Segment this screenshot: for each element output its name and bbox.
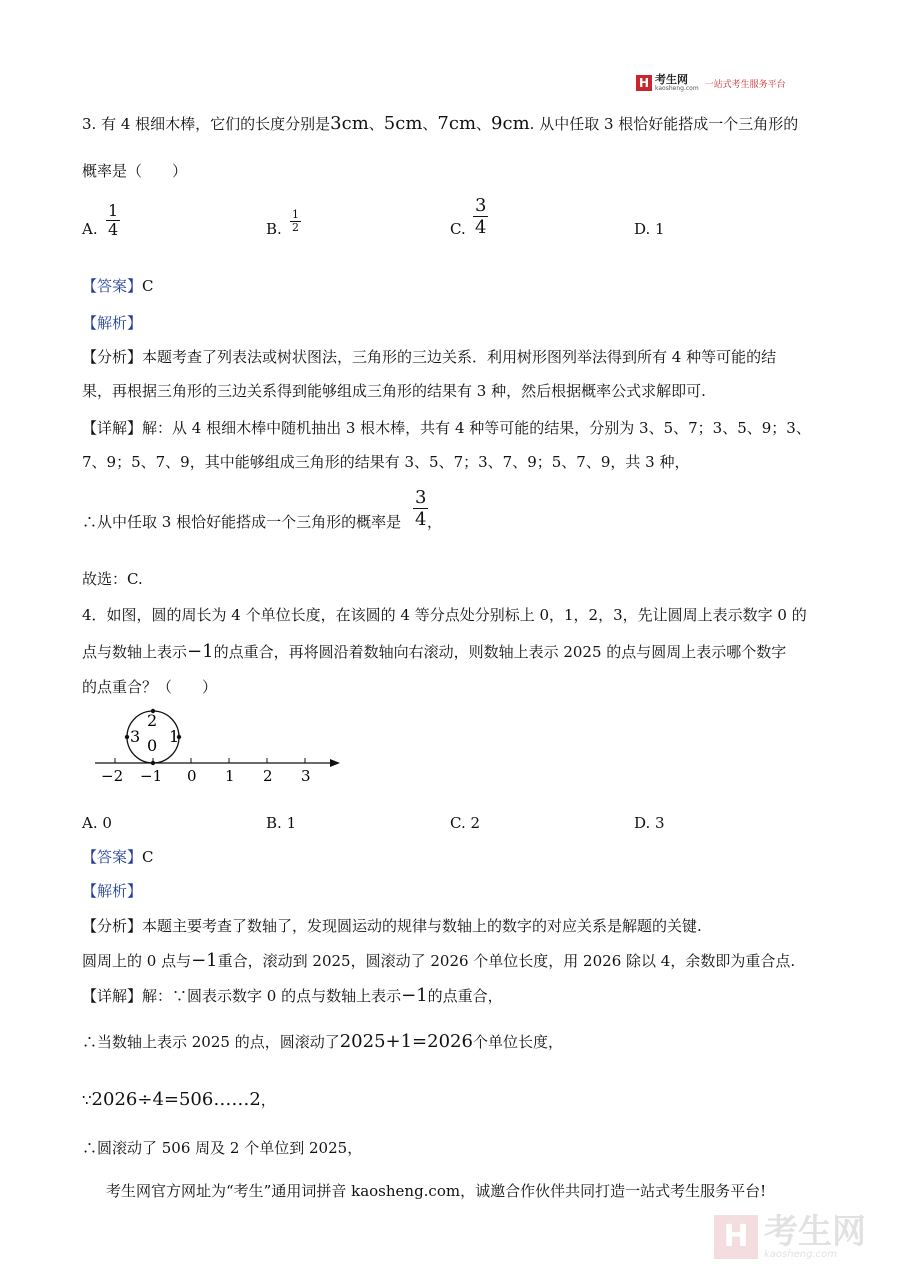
- q3-line2: 概率是（ ）: [82, 162, 188, 180]
- q3-line1-end: . 从中任取 3 根恰好能搭成一个三角形的: [529, 115, 799, 133]
- watermark-en: kaosheng.com: [764, 1249, 837, 1260]
- q4-neg1: −1: [187, 641, 214, 662]
- q4-line2: [82, 642, 786, 662]
- q4-line3: 的点重合？（ ）: [82, 678, 218, 696]
- q3-option-c-num: 3: [475, 195, 487, 216]
- q4-answer-value: C: [142, 848, 154, 866]
- q3-option-b-num: 1: [292, 208, 299, 221]
- q3-option-c-den: 4: [475, 217, 487, 238]
- q3-sep: 、: [476, 115, 492, 133]
- q4-fenxi-text2a: 圆周上的 0 点与: [82, 952, 192, 970]
- q3-sep: 、: [422, 115, 438, 133]
- axis-label-1: 1: [225, 767, 235, 785]
- q3-option-c-fraction: [473, 195, 488, 238]
- q4-option-b-letter: B.: [266, 814, 282, 832]
- q4-option-b: [266, 813, 296, 833]
- q3-option-b-fraction: [290, 209, 301, 234]
- q3-fenxi-line2: 果，再根据三角形的三边关系得到能够组成三角形的结果有 3 种，然后根据概率公式求解即可.: [82, 382, 706, 400]
- q3-len4: 9cm: [491, 113, 530, 134]
- fenxi-tag: 【分析】: [82, 917, 143, 935]
- circle-label-0: 0: [147, 736, 158, 755]
- q4-step3: ∴圆滚动了 506 周及 2 个单位到 2025，: [82, 1139, 363, 1157]
- logo-brand-cn: 考生网: [655, 73, 688, 86]
- q3-conclusion-den: 4: [415, 509, 427, 530]
- q3-option-d: [634, 219, 665, 239]
- q3-line1: [82, 114, 798, 134]
- q4-option-d: [634, 813, 665, 833]
- header-logo: [636, 74, 786, 92]
- answer-tag: 【答案】: [82, 277, 143, 295]
- q3-fenxi-line1: [82, 347, 776, 367]
- fenxi-tag: 【分析】: [82, 348, 143, 366]
- q3-conclusion-text: ∴从中任取 3 根恰好能搭成一个三角形的概率是: [82, 513, 402, 531]
- q3-xiangjie-line2: 7、9；5、7、9，其中能够组成三角形的结果有 3、5、7；3、7、9；5、7、9，共 3 种，: [82, 453, 690, 471]
- axis-label-neg2: −2: [101, 767, 124, 785]
- circle-point-3: [125, 735, 129, 739]
- header-slogan: 一站式考生服务平台: [704, 79, 786, 90]
- number-line-arrow-icon: [330, 759, 340, 767]
- q3-answer: [82, 276, 154, 296]
- axis-label-3: 3: [301, 767, 311, 785]
- q3-option-a-fraction: [106, 202, 120, 239]
- q3-len2: 5cm: [383, 113, 423, 134]
- q3-len3: 7cm: [437, 113, 477, 134]
- q3-option-a-den: 4: [108, 220, 119, 239]
- q4-fenxi-text2b: 重合，滚动到 2025，圆滚动了 2026 个单位长度，用 2026 除以 4，余数即为重合点.: [217, 952, 796, 970]
- q3-option-d-text: 1: [655, 220, 665, 238]
- q4-neg1: −1: [401, 985, 428, 1006]
- q3-fenxi-text1: 本题考查了列表法或树状图法，三角形的三边关系．利用树形图列举法得到所有 4 种等可能的结: [142, 348, 777, 366]
- q4-option-d-text: 3: [655, 814, 665, 832]
- q3-line1-start: 3. 有 4 根细木棒，它们的长度分别是: [82, 115, 331, 133]
- q3-xiangjie-text1: 解：从 4 根细木棒中随机抽出 3 根木棒，共有 4 种等可能的结果，分别为 3、5、7；3、5、9；3、: [142, 419, 811, 437]
- q4-option-c-text: 2: [470, 814, 481, 832]
- circle-label-2: 2: [147, 711, 158, 730]
- q4-option-a: [82, 813, 112, 833]
- logo-brand-en: kaosheng.com: [655, 85, 699, 92]
- q3-xiangjie-line1: [82, 418, 811, 438]
- xiangjie-tag: 【详解】: [82, 419, 143, 437]
- q4-option-a-letter: A.: [82, 814, 98, 832]
- q4-answer: [82, 847, 154, 867]
- q4-option-c-letter: C.: [450, 814, 466, 832]
- q4-step1-start: ∴当数轴上表示 2025 的点，圆滚动了: [82, 1033, 340, 1051]
- answer-tag: 【答案】: [82, 848, 143, 866]
- q3-analysis-tag: 【解析】: [82, 314, 143, 332]
- q4-fenxi-text1: 本题主要考查了数轴了，发现圆运动的规律与数轴上的数字的对应关系是解题的关键.: [142, 917, 702, 935]
- q3-choose: 故选：C.: [82, 570, 143, 588]
- q4-line2-start: 点与数轴上表示: [82, 643, 188, 661]
- q3-len1: 3cm: [330, 113, 369, 134]
- q4-xiangjie-line1: [82, 986, 503, 1006]
- q4-option-a-text: 0: [102, 814, 112, 832]
- q3-sep: 、: [368, 115, 384, 133]
- q3-option-c-letter: C.: [450, 220, 466, 238]
- q4-step2-start: ∵: [82, 1091, 92, 1109]
- q4-fenxi-line1: [82, 916, 702, 936]
- q4-xiangjie-text1a: 解：∵圆表示数字 0 的点与数轴上表示: [142, 987, 402, 1005]
- q4-number-line-figure: [90, 700, 350, 792]
- q3-option-a-letter: A.: [82, 220, 98, 238]
- q4-step2-end: ，: [260, 1091, 276, 1109]
- q4-analysis-tag: 【解析】: [82, 882, 143, 900]
- q4-line1: 4．如图，圆的周长为 4 个单位长度，在该圆的 4 等分点处分别标上 0，1，2，3，先让圆周上表示数字 0 的: [82, 606, 807, 624]
- q3-answer-value: C: [142, 277, 154, 295]
- circle-label-3: 3: [130, 727, 141, 746]
- q4-step2-equation: 2026÷4=506……2: [91, 1089, 261, 1110]
- q3-option-a-num: 1: [108, 201, 119, 220]
- q4-neg1: −1: [191, 950, 218, 971]
- q4-option-c: [450, 813, 480, 833]
- watermark-logo: [714, 1214, 866, 1260]
- q3-option-b-letter: B.: [266, 220, 282, 238]
- watermark-cn: 考生网: [764, 1212, 866, 1252]
- q4-step1: [82, 1032, 563, 1052]
- q4-step1-end: 个单位长度，: [472, 1033, 563, 1051]
- q4-fenxi-line2: [82, 951, 795, 971]
- q4-line2-end: 的点重合，再将圆沿着数轴向右滚动，则数轴上表示 2025 的点与圆周上表示哪个数字: [213, 643, 787, 661]
- axis-label-0: 0: [187, 767, 197, 785]
- q3-option-d-letter: D.: [634, 220, 651, 238]
- q3-conclusion-num: 3: [415, 487, 427, 508]
- q4-step1-equation: 2025+1=2026: [339, 1031, 473, 1052]
- logo-mark-icon: H: [636, 75, 652, 91]
- axis-label-neg1: −1: [140, 767, 163, 785]
- watermark-mark-icon: H: [714, 1215, 758, 1259]
- q3-conclusion-end: ，: [427, 513, 443, 531]
- q4-option-b-text: 1: [286, 814, 297, 832]
- q4-option-d-letter: D.: [634, 814, 651, 832]
- q4-xiangjie-text1b: 的点重合，: [427, 987, 503, 1005]
- circle-label-1: 1: [169, 727, 180, 746]
- axis-label-2: 2: [263, 767, 273, 785]
- q4-step2: [82, 1090, 276, 1110]
- q3-option-b-den: 2: [292, 221, 299, 234]
- xiangjie-tag: 【详解】: [82, 987, 143, 1005]
- footer-text: 考生网官方网址为“考生”通用词拼音 kaosheng.com，诚邀合作伙伴共同打造一站式考生服务平台!: [106, 1182, 767, 1200]
